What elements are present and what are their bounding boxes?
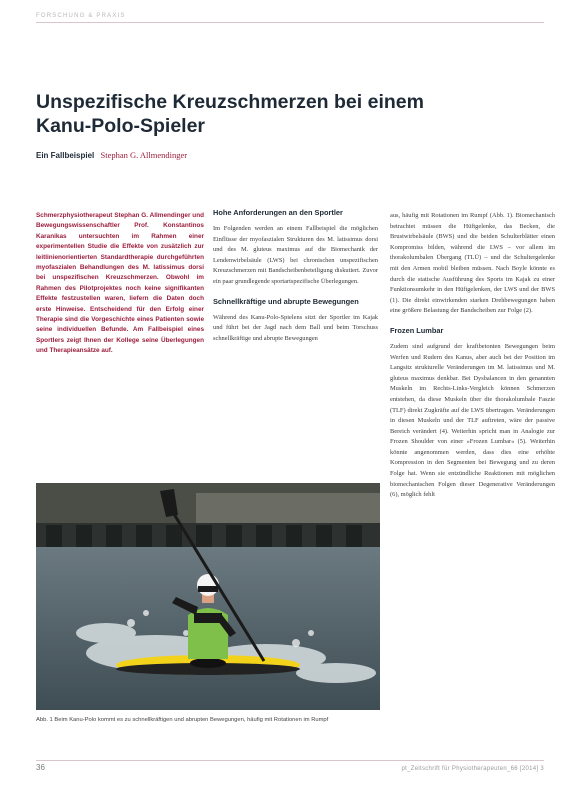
header-rule <box>36 22 544 23</box>
section-heading-movements: Schnellkräftige und abrupte Bewegungen <box>213 296 359 306</box>
footer-rule <box>36 760 544 761</box>
section-heading-frozen-lumbar: Frozen Lumbar <box>390 325 444 335</box>
journal-reference: pt_Zeitschrift für Physiotherapeuten_66 [2014] 3 <box>401 766 544 772</box>
column-2 <box>213 208 378 353</box>
intro-paragraph: Schmerzphysiotherapeut Stephan G. Allmendinger und Bewegungswissenschaftler Prof. Konstantinos Karanikas untersuchten im Rahmen einer experimentellen Studie die Effekte von zusätzlich zur leitlinienorientierten Standardtherapie durchgeführten myofaszialen Behandlungen des M. latissimus dorsi bei unspezifischen Kreuzschmerzen. Obwohl im Rahmen des Pilotprojektes noch keine signifikanten Effekte festzustellen waren, liefern die Daten doch erste Hinweise. Entscheidend für den Erfolg einer Therapie sind die Vorgeschichte eines Patienten sowie seine individuellen Befunde. Am Fallbeispiel eines Sportlers zeigt Ihnen der Kollege seine Überlegungen und Therapieansätze auf. <box>36 212 204 355</box>
kayak-photo <box>36 483 380 710</box>
column-3 <box>390 211 555 510</box>
paragraph: aus, häufig mit Rotationen im Rumpf (Abb. 1). Biomechanisch betrachtet müssen die Hüftgelenke, das Becken, die Brustwirbelsäule (BWS) und die beiden Schulterblätter einen Kompromiss bilden, während die LWS – vor allem im thorakolumbalen Übergang (TLÜ) – und die Schultergelenke mit den Armen mobil bleiben müssen. Nach Boyle könnte es durch die statische Ausführung des Sports im Kajak zu einer Funktionsumkehr in den Hüftgelenken, der LWS und der BWS (1). Die direkt einwirkenden starken Drehbewegungen haben eine größere Belastung der Bandscheiben zur Folge (2). <box>390 212 555 315</box>
article-title: Unspezifische Kreuzschmerzen bei einem Kanu-Polo-Spieler <box>36 91 424 137</box>
section-heading-requirements: Hohe Anforderungen an den Sportler <box>213 208 343 217</box>
subtitle-label: Ein Fallbeispiel <box>36 151 95 160</box>
article-subtitle <box>36 150 187 160</box>
paragraph: Während des Kanu-Polo-Spielens sitzt der Sportler im Kajak und führt bei der Jagd nach dem Ball und beim Torschuss schnellkräftige und abrupte Bewegungen <box>213 313 378 342</box>
paragraph: Zudem sind aufgrund der kraftbetonten Bewegungen beim Werfen und Rudern des Kanus, aber auch bei der Position im Langsitz strukturelle Veränderungen im M. latissimus und M. gluteus maximus denkbar. Bei Dysbalancen in den genannten Muskeln im Rechts-Links-Vergleich können Schmerzen entstehen, da diese Muskeln über die thorakolumbale Faszie (TLF) direkt Zugkräfte auf die LWS übertragen. Veränderungen in diesen Muskeln und der TLF auftreten, wäre der passive Bereich verändert (4). Weiterhin spricht man in Analogie zur Frozen Shoulder von einer »Frozen Lumbar« (5). Weiterhin könnte angenommen werden, dass dies eine erhöhte Kompression in den Segmenten bei Bewegung und zu deren Folge hat. Wenn sie entzündliche Reaktionen mit möglichen biomechanischen Folgen dieser Degenerative Veränderungen (6), möglich fehlt <box>390 342 555 499</box>
paragraph: Im Folgenden werden an einem Fallbeispiel die möglichen Einflüsse der myofaszialen Strukturen des M. latissimus dorsi und des M. gluteus maximus auf die Biomechanik der Lendenwirbelsäule (LWS) bei chronischen unspezifischen Kreuzschmerzen mit Bandscheibenbeteiligung diskutiert. Zuvor ein paar grundlegende sportartspezifische Überlegungen. <box>213 225 378 285</box>
running-head: FORSCHUNG & PRAXIS <box>36 13 126 19</box>
figure-caption: Abb. 1 Beim Kanu-Polo kommt es zu schnellkräftigen und abrupten Bewegungen, häufig mit Rotationen im Rumpf <box>36 717 329 723</box>
author-name: Stephan G. Allmendinger <box>100 150 188 160</box>
page-number: 36 <box>36 763 45 772</box>
